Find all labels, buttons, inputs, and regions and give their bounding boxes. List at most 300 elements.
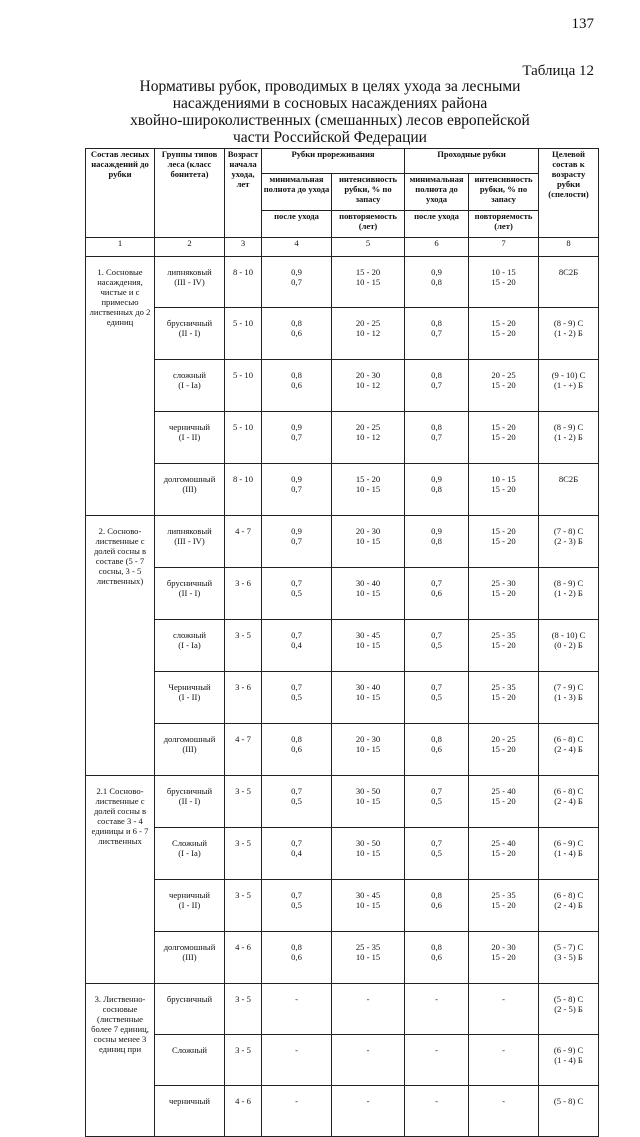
thinning-density-cell bbox=[262, 880, 332, 932]
start-age-cell: 8 - 10 bbox=[225, 257, 262, 308]
group-label: 2. Сосново-лиственные с долей сосны в составе (5 - 7 сосны, 3 - 5 лиственных) bbox=[86, 516, 155, 776]
thinning-density-cell bbox=[262, 620, 332, 672]
passage-intensity-cell-line: 15 - 20 bbox=[491, 484, 516, 494]
passage-density-cell-line: 0,8 bbox=[431, 277, 442, 287]
table-body bbox=[86, 257, 599, 1137]
passage-intensity-cell-line: 15 - 20 bbox=[491, 422, 516, 432]
thinning-density-cell-line: - bbox=[295, 1045, 298, 1055]
header-intensity: интенсивность рубки, % по запасу bbox=[469, 174, 539, 211]
passage-intensity-cell-line: 15 - 20 bbox=[491, 848, 516, 858]
passage-density-cell bbox=[405, 672, 469, 724]
header-start-age: Возраст начала ухода, лет bbox=[225, 149, 262, 238]
thinning-intensity-cell-line: 20 - 25 bbox=[355, 318, 381, 328]
target-composition-cell-line: (1 - 4) Б bbox=[554, 1055, 583, 1065]
forest-type-cell-line: черничный bbox=[169, 422, 210, 432]
passage-density-cell-line: 0,6 bbox=[431, 588, 442, 598]
target-composition-cell bbox=[539, 828, 599, 880]
thinning-density-cell-line: 0,5 bbox=[291, 588, 302, 598]
target-composition-cell-line: (2 - 3) Б bbox=[554, 536, 583, 546]
target-composition-cell bbox=[539, 672, 599, 724]
forest-type-cell bbox=[155, 620, 225, 672]
passage-intensity-cell-line: 15 - 20 bbox=[491, 432, 516, 442]
thinning-density-cell-line: 0,9 bbox=[291, 526, 302, 536]
thinning-intensity-cell-line: 10 - 15 bbox=[355, 484, 381, 494]
start-age-cell: 5 - 10 bbox=[225, 412, 262, 464]
thinning-intensity-cell-line: 15 - 20 bbox=[355, 474, 381, 484]
thinning-intensity-cell bbox=[332, 464, 405, 516]
passage-density-cell-line: 0,5 bbox=[431, 692, 442, 702]
target-composition-cell bbox=[539, 516, 599, 568]
passage-intensity-cell-line: 25 - 40 bbox=[491, 838, 516, 848]
column-number: 8 bbox=[539, 238, 599, 257]
thinning-density-cell bbox=[262, 1086, 332, 1137]
passage-density-cell-line: 0,7 bbox=[431, 578, 442, 588]
group-label: 1. Сосновые насаждения, чистые и с примесью лиственных до 2 единиц bbox=[86, 257, 155, 516]
target-composition-cell-line: (9 - 10) С bbox=[551, 370, 586, 380]
target-composition-cell-line: (5 - 7) С bbox=[553, 942, 584, 952]
table-row bbox=[86, 776, 599, 828]
passage-intensity-cell bbox=[469, 984, 539, 1035]
start-age-cell: 4 - 7 bbox=[225, 724, 262, 776]
thinning-intensity-cell-line: - bbox=[366, 1045, 370, 1055]
thinning-intensity-cell-line: 30 - 40 bbox=[355, 578, 381, 588]
thinning-intensity-cell bbox=[332, 257, 405, 308]
forest-type-cell-line: Сложный bbox=[171, 1045, 207, 1055]
passage-intensity-cell-line: 25 - 35 bbox=[491, 630, 516, 640]
passage-density-cell bbox=[405, 1086, 469, 1137]
passage-intensity-cell-line: 25 - 40 bbox=[491, 786, 516, 796]
passage-density-cell-line: - bbox=[435, 1045, 438, 1055]
thinning-density-cell bbox=[262, 308, 332, 360]
passage-intensity-cell-line: 15 - 20 bbox=[491, 277, 516, 287]
header-repeat: повторяемость (лет) bbox=[469, 211, 539, 238]
passage-density-cell bbox=[405, 880, 469, 932]
thinning-intensity-cell-line: 10 - 12 bbox=[355, 380, 381, 390]
forest-type-cell-line: (I - Ia) bbox=[178, 380, 201, 390]
thinning-intensity-cell-line: 20 - 25 bbox=[355, 422, 381, 432]
thinning-intensity-cell-line: 30 - 45 bbox=[355, 630, 381, 640]
thinning-density-cell-line: 0,9 bbox=[291, 422, 302, 432]
passage-intensity-cell bbox=[469, 464, 539, 516]
passage-intensity-cell-line: 15 - 20 bbox=[491, 318, 516, 328]
passage-density-cell-line: 0,9 bbox=[431, 267, 442, 277]
target-composition-cell-line: (6 - 9) С bbox=[553, 838, 584, 848]
forest-type-cell bbox=[155, 464, 225, 516]
passage-density-cell-line: 0,8 bbox=[431, 890, 442, 900]
start-age-cell: 3 - 6 bbox=[225, 568, 262, 620]
thinning-density-cell-line: 0,6 bbox=[291, 380, 302, 390]
thinning-density-cell bbox=[262, 516, 332, 568]
thinning-intensity-cell-line: 25 - 35 bbox=[355, 942, 381, 952]
thinning-intensity-cell bbox=[332, 828, 405, 880]
forest-type-cell-line: (II - I) bbox=[178, 796, 201, 806]
passage-intensity-cell-line: 10 - 15 bbox=[491, 267, 516, 277]
passage-density-cell-line: 0,7 bbox=[431, 432, 442, 442]
passage-density-cell-line: 0,8 bbox=[431, 484, 442, 494]
table-row bbox=[86, 1035, 599, 1086]
thinning-density-cell-line: 0,7 bbox=[291, 578, 302, 588]
target-composition-cell-line: (8 - 9) С bbox=[553, 422, 584, 432]
thinning-density-cell bbox=[262, 257, 332, 308]
target-composition-cell-line: (6 - 8) С bbox=[553, 786, 584, 796]
passage-density-cell bbox=[405, 932, 469, 984]
forest-type-cell-line: (III) bbox=[182, 484, 197, 494]
passage-intensity-cell-line: 15 - 20 bbox=[491, 952, 516, 962]
forest-type-cell-line: (I - II) bbox=[178, 900, 201, 910]
thinning-density-cell-line: 0,7 bbox=[291, 536, 302, 546]
thinning-density-cell bbox=[262, 1035, 332, 1086]
forest-type-cell bbox=[155, 776, 225, 828]
forest-type-cell-line: черничный bbox=[169, 890, 210, 900]
thinning-intensity-cell-line: 10 - 15 bbox=[355, 692, 381, 702]
passage-intensity-cell bbox=[469, 828, 539, 880]
thinning-intensity-cell-line: 10 - 15 bbox=[355, 536, 381, 546]
forest-type-cell bbox=[155, 568, 225, 620]
passage-density-cell-line: 0,6 bbox=[431, 952, 442, 962]
header-composition: Состав лесных насаждений до рубки bbox=[86, 149, 155, 238]
passage-intensity-cell bbox=[469, 932, 539, 984]
thinning-density-cell-line: - bbox=[295, 994, 298, 1004]
thinning-intensity-cell-line: 10 - 15 bbox=[355, 796, 381, 806]
thinning-intensity-cell-line: 10 - 15 bbox=[355, 640, 381, 650]
passage-density-cell-line: 0,5 bbox=[431, 796, 442, 806]
target-composition-cell-line: (7 - 9) С bbox=[553, 682, 584, 692]
thinning-density-cell-line: 0,5 bbox=[291, 692, 302, 702]
target-composition-cell bbox=[539, 257, 599, 308]
passage-density-cell bbox=[405, 828, 469, 880]
thinning-intensity-cell-line: 10 - 15 bbox=[355, 848, 381, 858]
title-line: хвойно-широколиственных (смешанных) лесов европейской bbox=[130, 112, 530, 129]
forest-type-cell bbox=[155, 257, 225, 308]
passage-intensity-cell-line: 15 - 20 bbox=[491, 328, 516, 338]
thinning-intensity-cell bbox=[332, 412, 405, 464]
target-composition-cell-line: (8 - 9) С bbox=[553, 318, 584, 328]
target-composition-cell-line: (1 - 2) Б bbox=[554, 328, 583, 338]
header-thinning: Рубки прореживания bbox=[262, 149, 405, 174]
column-number: 7 bbox=[469, 238, 539, 257]
table-row bbox=[86, 360, 599, 412]
forest-type-cell-line: (III) bbox=[182, 744, 197, 754]
start-age-cell: 4 - 6 bbox=[225, 1086, 262, 1137]
header-after-care: после ухода bbox=[262, 211, 332, 238]
target-composition-cell-line: (6 - 8) С bbox=[553, 890, 584, 900]
thinning-intensity-cell-line: 10 - 15 bbox=[355, 900, 381, 910]
target-composition-cell-line: (0 - 2) Б bbox=[554, 640, 583, 650]
thinning-density-cell bbox=[262, 568, 332, 620]
target-composition-cell-line: (2 - 4) Б bbox=[554, 744, 583, 754]
passage-density-cell bbox=[405, 308, 469, 360]
target-composition-cell-line: (1 - 2) Б bbox=[554, 588, 583, 598]
table-row bbox=[86, 672, 599, 724]
passage-density-cell-line: 0,7 bbox=[431, 682, 442, 692]
passage-intensity-cell bbox=[469, 360, 539, 412]
passage-density-cell-line: 0,9 bbox=[431, 474, 442, 484]
thinning-intensity-cell bbox=[332, 516, 405, 568]
forest-type-cell-line: черничный bbox=[169, 1096, 210, 1106]
forest-type-cell bbox=[155, 1035, 225, 1086]
thinning-density-cell-line: 0,5 bbox=[291, 796, 302, 806]
target-composition-cell-line: 8С2Б bbox=[558, 474, 579, 484]
forest-type-cell bbox=[155, 828, 225, 880]
column-number: 3 bbox=[225, 238, 262, 257]
passage-intensity-cell bbox=[469, 672, 539, 724]
target-composition-cell-line: (2 - 4) Б bbox=[554, 900, 583, 910]
thinning-intensity-cell bbox=[332, 1035, 405, 1086]
table-row bbox=[86, 516, 599, 568]
passage-intensity-cell-line: 25 - 30 bbox=[491, 578, 516, 588]
target-composition-cell-line: (6 - 9) С bbox=[553, 1045, 584, 1055]
passage-intensity-cell bbox=[469, 257, 539, 308]
column-number: 6 bbox=[405, 238, 469, 257]
passage-intensity-cell-line: 25 - 35 bbox=[491, 682, 516, 692]
thinning-intensity-cell-line: 30 - 45 bbox=[355, 890, 381, 900]
target-composition-cell bbox=[539, 620, 599, 672]
table-row bbox=[86, 984, 599, 1035]
thinning-intensity-cell bbox=[332, 984, 405, 1035]
passage-density-cell bbox=[405, 1035, 469, 1086]
forest-type-cell-line: (I - II) bbox=[178, 692, 201, 702]
thinning-intensity-cell-line: 10 - 15 bbox=[355, 588, 381, 598]
passage-intensity-cell-line: 15 - 20 bbox=[491, 380, 516, 390]
passage-intensity-cell bbox=[469, 776, 539, 828]
passage-density-cell bbox=[405, 257, 469, 308]
passage-density-cell-line: 0,8 bbox=[431, 422, 442, 432]
thinning-intensity-cell-line: 10 - 12 bbox=[355, 328, 381, 338]
thinning-density-cell-line: 0,7 bbox=[291, 432, 302, 442]
forest-type-cell bbox=[155, 360, 225, 412]
thinning-density-cell bbox=[262, 776, 332, 828]
title-line: части Российской Федерации bbox=[233, 129, 427, 146]
forest-type-cell-line: сложный bbox=[172, 370, 207, 380]
thinning-intensity-cell-line: 10 - 15 bbox=[355, 952, 381, 962]
thinning-density-cell bbox=[262, 360, 332, 412]
header-min-density: минимальная полнота до ухода bbox=[405, 174, 469, 211]
forest-type-cell-line: брусничный bbox=[166, 318, 213, 328]
table-row bbox=[86, 257, 599, 308]
forest-type-cell-line: (I - Ia) bbox=[178, 640, 201, 650]
passage-density-cell bbox=[405, 516, 469, 568]
thinning-density-cell bbox=[262, 672, 332, 724]
passage-density-cell-line: 0,8 bbox=[431, 734, 442, 744]
thinning-intensity-cell-line: - bbox=[366, 1096, 370, 1106]
passage-density-cell bbox=[405, 412, 469, 464]
forest-type-cell bbox=[155, 1086, 225, 1137]
passage-intensity-cell-line: - bbox=[502, 1045, 505, 1055]
forest-type-cell-line: Черничный bbox=[168, 682, 211, 692]
thinning-intensity-cell-line: 30 - 40 bbox=[355, 682, 381, 692]
page-number: 137 bbox=[571, 16, 594, 32]
header-min-density: минимальная полнота до ухода bbox=[262, 174, 332, 211]
target-composition-cell-line: (8 - 9) С bbox=[553, 578, 584, 588]
passage-density-cell-line: 0,7 bbox=[431, 380, 442, 390]
start-age-cell: 4 - 6 bbox=[225, 932, 262, 984]
passage-density-cell-line: - bbox=[435, 1096, 438, 1106]
thinning-intensity-cell-line: 30 - 50 bbox=[355, 786, 381, 796]
column-number: 5 bbox=[332, 238, 405, 257]
start-age-cell: 3 - 5 bbox=[225, 828, 262, 880]
passage-density-cell-line: 0,8 bbox=[431, 536, 442, 546]
target-composition-cell-line: (5 - 8) С bbox=[553, 994, 584, 1004]
title-line: насаждениями в сосновых насаждениях района bbox=[172, 95, 488, 112]
passage-intensity-cell-line: 20 - 25 bbox=[491, 370, 516, 380]
passage-intensity-cell-line: 15 - 20 bbox=[491, 588, 516, 598]
target-composition-cell bbox=[539, 880, 599, 932]
table-row bbox=[86, 620, 599, 672]
passage-density-cell-line: 0,6 bbox=[431, 900, 442, 910]
column-number: 4 bbox=[262, 238, 332, 257]
forest-type-cell bbox=[155, 724, 225, 776]
passage-density-cell bbox=[405, 360, 469, 412]
forest-type-cell-line: (II - I) bbox=[178, 588, 201, 598]
header-after-care: после ухода bbox=[405, 211, 469, 238]
thinning-density-cell-line: 0,5 bbox=[291, 900, 302, 910]
target-composition-cell-line: (1 - +) Б bbox=[553, 380, 584, 390]
header-intensity: интенсивность рубки, % по запасу bbox=[332, 174, 405, 211]
passage-intensity-cell bbox=[469, 412, 539, 464]
thinning-density-cell-line: 0,4 bbox=[291, 848, 302, 858]
thinning-intensity-cell-line: - bbox=[366, 994, 370, 1004]
thinning-intensity-cell bbox=[332, 620, 405, 672]
forest-type-cell-line: долгомошный bbox=[163, 734, 216, 744]
passage-density-cell-line: 0,5 bbox=[431, 640, 442, 650]
forest-type-cell-line: (I - II) bbox=[178, 432, 201, 442]
thinning-density-cell-line: 0,7 bbox=[291, 682, 302, 692]
passage-density-cell bbox=[405, 620, 469, 672]
table-row bbox=[86, 412, 599, 464]
passage-density-cell-line: 0,8 bbox=[431, 318, 442, 328]
thinning-density-cell-line: 0,7 bbox=[291, 484, 302, 494]
passage-intensity-cell-line: 15 - 20 bbox=[491, 536, 516, 546]
passage-intensity-cell-line: 15 - 20 bbox=[491, 796, 516, 806]
passage-density-cell-line: 0,7 bbox=[431, 328, 442, 338]
target-composition-cell-line: (8 - 10) С bbox=[551, 630, 586, 640]
start-age-cell: 4 - 7 bbox=[225, 516, 262, 568]
thinning-density-cell-line: 0,7 bbox=[291, 786, 302, 796]
start-age-cell: 3 - 5 bbox=[225, 984, 262, 1035]
thinning-density-cell-line: 0,8 bbox=[291, 734, 302, 744]
table-row bbox=[86, 724, 599, 776]
thinning-density-cell-line: 0,9 bbox=[291, 474, 302, 484]
passage-intensity-cell bbox=[469, 516, 539, 568]
thinning-intensity-cell-line: 30 - 50 bbox=[355, 838, 381, 848]
table-row bbox=[86, 880, 599, 932]
target-composition-cell-line: (2 - 5) Б bbox=[554, 1004, 583, 1014]
table-title bbox=[120, 78, 540, 146]
forest-type-cell-line: Сложный bbox=[171, 838, 207, 848]
thinning-density-cell-line: 0,7 bbox=[291, 838, 302, 848]
forest-type-cell-line: сложный bbox=[172, 630, 207, 640]
passage-density-cell-line: 0,8 bbox=[431, 942, 442, 952]
thinning-density-cell bbox=[262, 464, 332, 516]
target-composition-cell-line: (1 - 3) Б bbox=[554, 692, 583, 702]
table-row bbox=[86, 1086, 599, 1137]
thinning-intensity-cell bbox=[332, 776, 405, 828]
passage-intensity-cell bbox=[469, 308, 539, 360]
passage-intensity-cell bbox=[469, 724, 539, 776]
header-forest-type: Группы типов леса (класс бонитета) bbox=[155, 149, 225, 238]
table-row bbox=[86, 464, 599, 516]
target-composition-cell bbox=[539, 776, 599, 828]
thinning-density-cell-line: 0,6 bbox=[291, 328, 302, 338]
thinning-density-cell-line: 0,9 bbox=[291, 267, 302, 277]
target-composition-cell bbox=[539, 568, 599, 620]
forest-type-cell-line: (II - I) bbox=[178, 328, 201, 338]
passage-intensity-cell bbox=[469, 620, 539, 672]
forest-type-cell-line: (III) bbox=[182, 952, 197, 962]
thinning-density-cell-line: 0,8 bbox=[291, 370, 302, 380]
passage-intensity-cell-line: 15 - 20 bbox=[491, 640, 516, 650]
target-composition-cell bbox=[539, 1035, 599, 1086]
forest-type-cell bbox=[155, 984, 225, 1035]
passage-intensity-cell bbox=[469, 1035, 539, 1086]
target-composition-cell bbox=[539, 932, 599, 984]
passage-density-cell bbox=[405, 568, 469, 620]
passage-density-cell-line: 0,9 bbox=[431, 526, 442, 536]
thinning-intensity-cell bbox=[332, 308, 405, 360]
thinning-intensity-cell-line: 10 - 15 bbox=[355, 744, 381, 754]
passage-density-cell-line: - bbox=[435, 994, 438, 1004]
passage-intensity-cell-line: 15 - 20 bbox=[491, 526, 516, 536]
target-composition-cell-line: (2 - 4) Б bbox=[554, 796, 583, 806]
thinning-density-cell-line: 0,7 bbox=[291, 277, 302, 287]
column-number: 1 bbox=[86, 238, 155, 257]
passage-intensity-cell bbox=[469, 880, 539, 932]
target-composition-cell-line: (6 - 8) С bbox=[553, 734, 584, 744]
column-number: 2 bbox=[155, 238, 225, 257]
header-passage: Проходные рубки bbox=[405, 149, 539, 174]
thinning-intensity-cell bbox=[332, 724, 405, 776]
table-row bbox=[86, 828, 599, 880]
thinning-density-cell-line: 0,8 bbox=[291, 318, 302, 328]
start-age-cell: 5 - 10 bbox=[225, 308, 262, 360]
forest-type-cell bbox=[155, 412, 225, 464]
forest-type-cell-line: (I - Ia) bbox=[178, 848, 201, 858]
passage-density-cell-line: 0,7 bbox=[431, 786, 442, 796]
thinning-intensity-cell-line: 20 - 30 bbox=[355, 734, 381, 744]
passage-intensity-cell-line: 15 - 20 bbox=[491, 744, 516, 754]
thinning-density-cell-line: 0,6 bbox=[291, 952, 302, 962]
target-composition-cell bbox=[539, 1086, 599, 1137]
thinning-density-cell bbox=[262, 724, 332, 776]
thinning-intensity-cell bbox=[332, 672, 405, 724]
passage-intensity-cell bbox=[469, 568, 539, 620]
passage-density-cell-line: 0,7 bbox=[431, 838, 442, 848]
passage-density-cell bbox=[405, 776, 469, 828]
start-age-cell: 3 - 5 bbox=[225, 620, 262, 672]
thinning-density-cell bbox=[262, 984, 332, 1035]
thinning-intensity-cell bbox=[332, 360, 405, 412]
column-numbers-row bbox=[86, 238, 599, 257]
group-label: 2.1 Сосново-лиственные с долей сосны в составе 3 - 4 единицы и 6 - 7 лиственных bbox=[86, 776, 155, 984]
target-composition-cell-line: (5 - 8) С bbox=[553, 1096, 584, 1106]
thinning-intensity-cell-line: 20 - 30 bbox=[355, 370, 381, 380]
passage-density-cell-line: 0,6 bbox=[431, 744, 442, 754]
table-row bbox=[86, 568, 599, 620]
thinning-intensity-cell bbox=[332, 932, 405, 984]
table-row bbox=[86, 308, 599, 360]
thinning-intensity-cell-line: 10 - 15 bbox=[355, 277, 381, 287]
start-age-cell: 3 - 5 bbox=[225, 776, 262, 828]
forest-type-cell-line: липняковый bbox=[167, 267, 212, 277]
forest-type-cell-line: (III - IV) bbox=[174, 277, 205, 287]
forest-type-cell-line: долгомошный bbox=[163, 942, 216, 952]
target-composition-cell-line: (3 - 5) Б bbox=[554, 952, 583, 962]
group-label: 3. Лиственно-сосновые (лиственные более 7 единиц, сосны менее 3 единиц при bbox=[86, 984, 155, 1137]
passage-intensity-cell-line: - bbox=[502, 1096, 505, 1106]
target-composition-cell-line: (7 - 8) С bbox=[553, 526, 584, 536]
target-composition-cell bbox=[539, 984, 599, 1035]
target-composition-cell bbox=[539, 360, 599, 412]
